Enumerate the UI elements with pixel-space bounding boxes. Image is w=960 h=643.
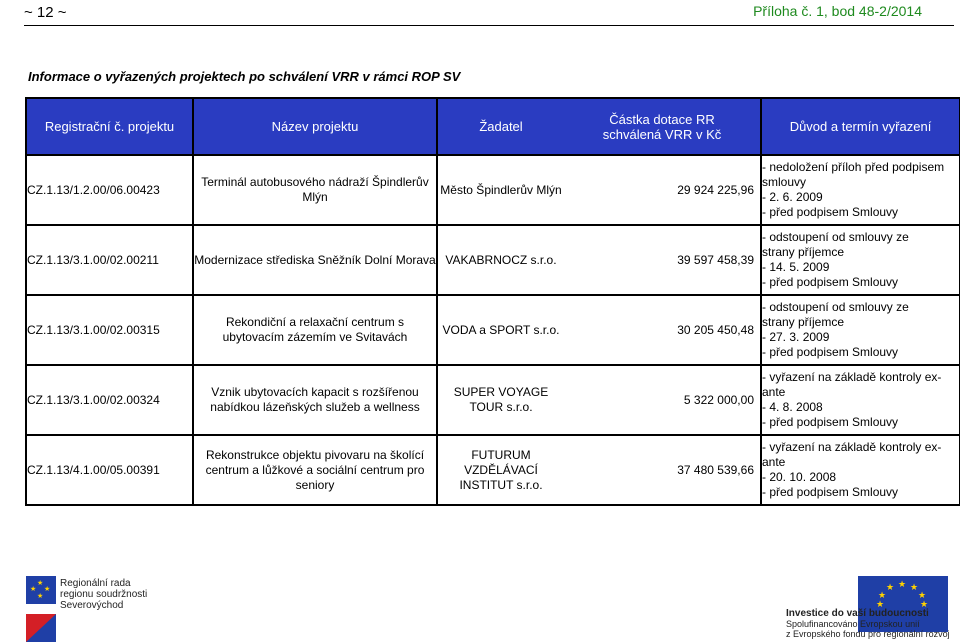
grant-amount: 5 322 000,00 <box>683 392 754 407</box>
annex-label: Příloha č. 1, bod 48-2/2014 <box>753 3 922 19</box>
cell-name: Vznik ubytovacích kapacit s rozšířenou nabídkou lázeňských služeb a wellness <box>193 365 437 435</box>
column-header-applicant-amount <box>437 98 761 155</box>
cell-reg: CZ.1.13/3.1.00/02.00324 <box>26 365 193 435</box>
cell-name: Rekondiční a relaxační centrum s ubytovacím zázemím ve Svitavách <box>193 295 437 365</box>
cell-reg: CZ.1.13/4.1.00/05.00391 <box>26 435 193 505</box>
cell-applicant <box>437 225 761 295</box>
cell-reason: - nedoložení příloh před podpisem smlouvy - 2. 6. 2009 - před podpisem Smlouvy <box>761 155 960 225</box>
regional-council-logo <box>26 576 236 642</box>
applicant-name: VAKABRNOCZ s.r.o. <box>445 252 557 267</box>
cell-applicant <box>437 155 761 225</box>
column-header-reason: Důvod a termín vyřazení <box>761 98 960 155</box>
cell-reg: CZ.1.13/3.1.00/02.00315 <box>26 295 193 365</box>
cell-name: Modernizace střediska Sněžník Dolní Morava <box>193 225 437 295</box>
grant-amount: 29 924 225,96 <box>677 182 754 197</box>
cell-reg: CZ.1.13/1.2.00/06.00423 <box>26 155 193 225</box>
eu-funding-logo <box>786 576 956 642</box>
cell-reason: - odstoupení od smlouvy ze strany příjemce - 27. 3. 2009 - před podpisem Smlouvy <box>761 295 960 365</box>
cell-applicant <box>437 295 761 365</box>
applicant-name: SUPER VOYAGE TOUR s.r.o. <box>453 385 549 414</box>
regional-flag-icon: ★ ★ ★ ★ <box>26 576 56 642</box>
regional-council-name: Regionální rada regionu soudržnosti Severovýchod <box>60 578 148 611</box>
cell-name: Rekonstrukce objektu pivovaru na školící centrum a lůžkové a sociální centrum pro seniory <box>193 435 437 505</box>
column-header-applicant: Žadatel <box>479 119 523 134</box>
table-row <box>26 225 960 295</box>
table-header-row <box>26 98 960 155</box>
applicant-name: VODA a SPORT s.r.o. <box>442 322 560 337</box>
cell-name: Terminál autobusového nádraží Špindlerův Mlýn <box>193 155 437 225</box>
cell-reason: - vyřazení na základě kontroly ex- ante - 20. 10. 2008 - před podpisem Smlouvy <box>761 435 960 505</box>
cell-applicant <box>437 435 761 505</box>
column-header-amount: Částka dotace RR schválená VRR v Kč <box>602 111 722 142</box>
eu-flag-icon: ★ ★ ★ ★ ★ ★ ★ <box>858 576 948 632</box>
cell-reason: - vyřazení na základě kontroly ex- ante - 4. 8. 2008 - před podpisem Smlouvy <box>761 365 960 435</box>
cell-reason: - odstoupení od smlouvy ze strany příjemce - 14. 5. 2009 - před podpisem Smlouvy <box>761 225 960 295</box>
eu-funding-text: Investice do vaší budoucnosti Spolufinancováno Evropskou unií z Evropského fondu pro regionální rozvoj <box>786 608 950 639</box>
table-row <box>26 365 960 435</box>
grant-amount: 37 480 539,66 <box>677 462 754 477</box>
applicant-name: FUTURUM VZDĚLÁVACÍ INSTITUT s.r.o. <box>459 447 543 492</box>
column-header-reg: Registrační č. projektu <box>26 98 193 155</box>
grant-amount: 30 205 450,48 <box>677 322 754 337</box>
rejected-projects-table <box>25 97 960 506</box>
grant-amount: 39 597 458,39 <box>677 252 754 267</box>
header-divider <box>24 25 954 26</box>
document-title: Informace o vyřazených projektech po schválení VRR v rámci ROP SV <box>28 69 461 84</box>
column-header-name: Název projektu <box>193 98 437 155</box>
applicant-name: Město Špindlerův Mlýn <box>440 182 562 197</box>
page-number: ~ 12 ~ <box>24 4 67 21</box>
cell-applicant <box>437 365 761 435</box>
cell-reg: CZ.1.13/3.1.00/02.00211 <box>26 225 193 295</box>
table-row <box>26 295 960 365</box>
table-row <box>26 155 960 225</box>
table-row <box>26 435 960 505</box>
